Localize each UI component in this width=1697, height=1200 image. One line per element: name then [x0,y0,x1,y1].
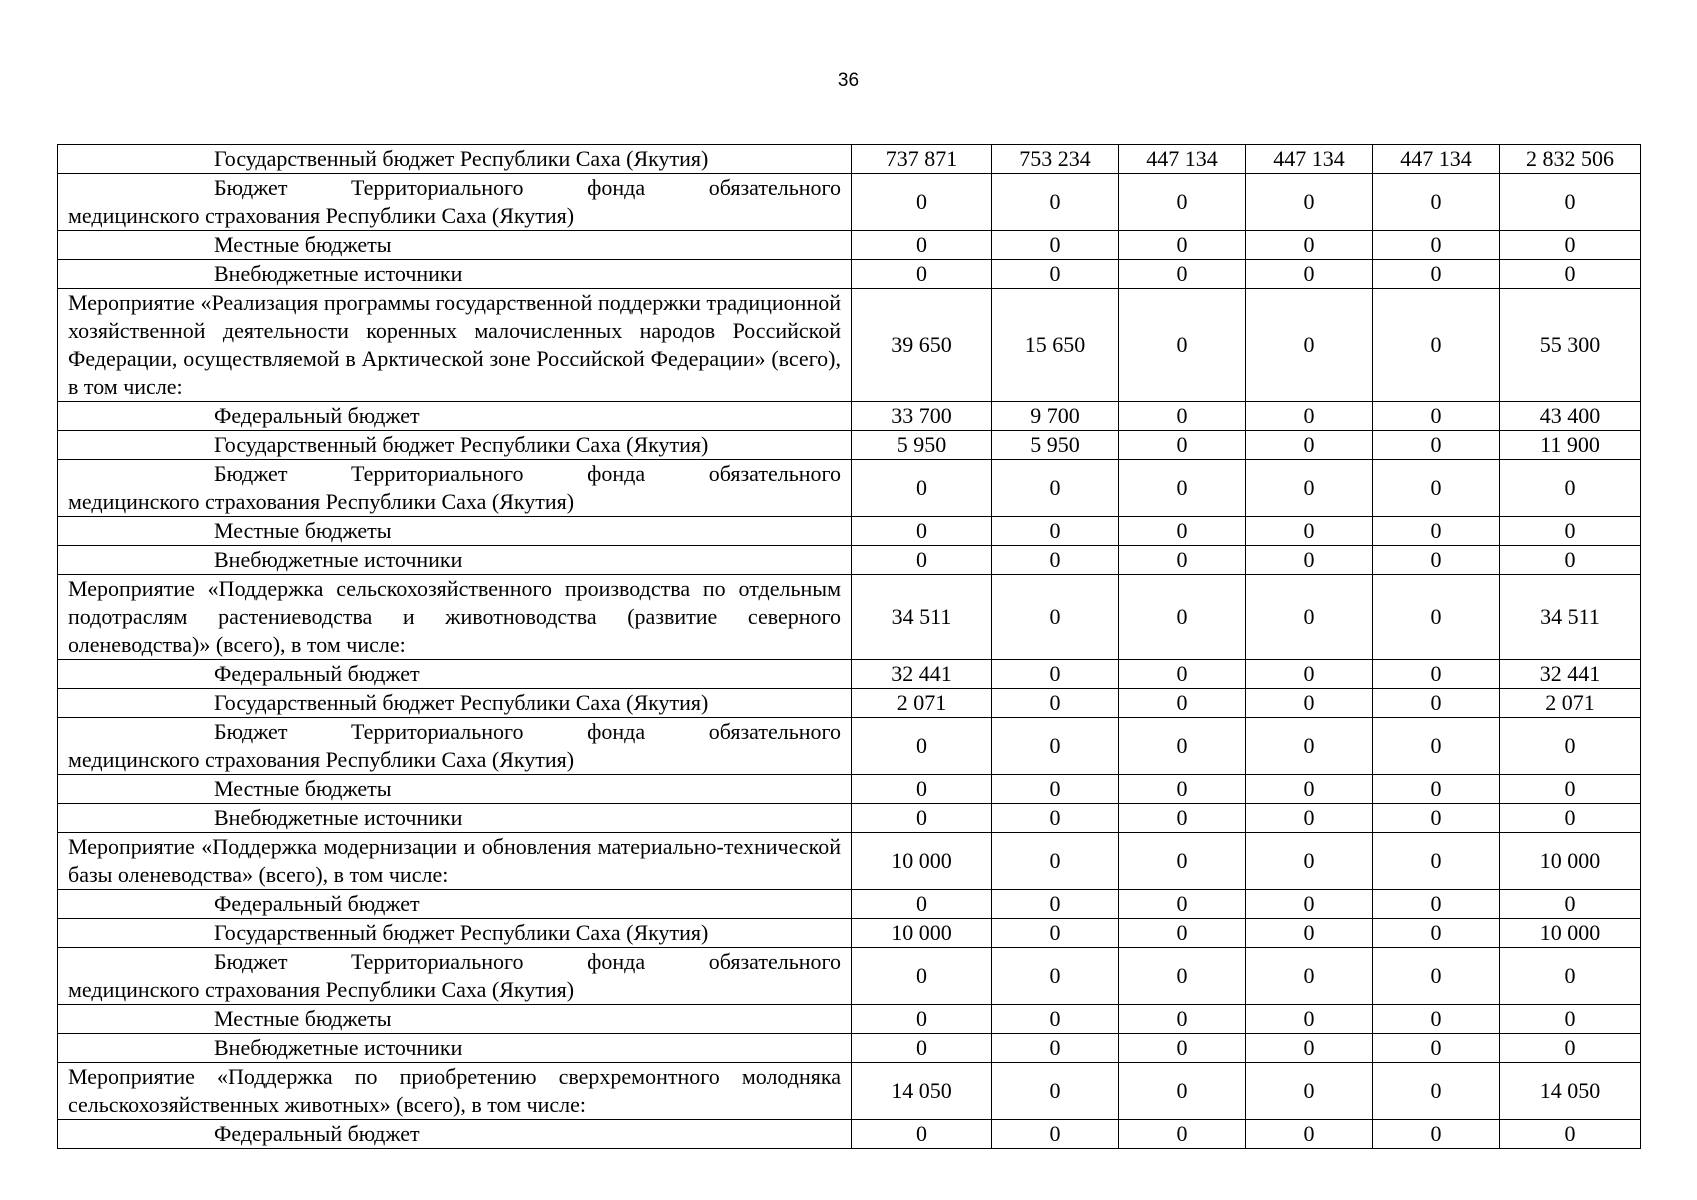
funding-source-label: Государственный бюджет Республики Саха (Якутия) [58,431,852,460]
value-cell: 0 [1373,546,1500,575]
value-cell: 0 [1500,1034,1641,1063]
value-cell: 0 [1500,804,1641,833]
value-cell: 0 [1373,919,1500,948]
table-row [58,718,1641,775]
measure-label: Мероприятие «Реализация программы государственной поддержки традиционной хозяйственной деятельности коренных малочисленных народов Российской Федерации, осуществляемой в Арктической зоне Российской Федерации» (всего), в том числе: [58,289,852,402]
value-cell: 0 [1246,575,1373,660]
value-cell: 0 [1246,948,1373,1005]
measure-label: Мероприятие «Поддержка по приобретению сверхремонтного молодняка сельскохозяйственных животных» (всего), в том числе: [58,1063,852,1120]
value-cell: 0 [1246,660,1373,689]
value-cell: 0 [1119,1034,1246,1063]
value-cell: 0 [1119,718,1246,775]
value-cell: 0 [852,1034,992,1063]
value-cell: 0 [1373,402,1500,431]
value-cell: 0 [1373,1005,1500,1034]
value-cell: 0 [1246,689,1373,718]
table-row [58,804,1641,833]
funding-source-label: Федеральный бюджет [58,1120,852,1149]
value-cell: 447 134 [1246,145,1373,174]
value-cell: 0 [992,546,1119,575]
value-cell: 0 [1119,804,1246,833]
table-row [58,890,1641,919]
funding-source-label: Местные бюджеты [58,517,852,546]
value-cell: 0 [992,231,1119,260]
funding-source-label-line2: медицинского страхования Республики Саха (Якутия) [68,747,575,772]
value-cell: 0 [852,890,992,919]
value-cell: 55 300 [1500,289,1641,402]
value-cell: 0 [1246,517,1373,546]
value-cell: 0 [992,1034,1119,1063]
value-cell: 0 [1246,804,1373,833]
value-cell: 0 [1500,1005,1641,1034]
value-cell: 0 [1373,575,1500,660]
value-cell: 0 [1119,260,1246,289]
funding-source-label: Государственный бюджет Республики Саха (Якутия) [58,689,852,718]
value-cell: 447 134 [1119,145,1246,174]
value-cell: 33 700 [852,402,992,431]
value-cell: 15 650 [992,289,1119,402]
value-cell: 0 [1246,718,1373,775]
value-cell: 2 071 [852,689,992,718]
value-cell: 0 [1500,775,1641,804]
funding-source-label: Внебюджетные источники [58,260,852,289]
value-cell: 0 [1373,1034,1500,1063]
value-cell: 0 [1500,260,1641,289]
value-cell: 0 [852,174,992,231]
value-cell: 0 [1500,517,1641,546]
table-row [58,919,1641,948]
value-cell: 0 [1119,174,1246,231]
value-cell: 0 [1373,1120,1500,1149]
value-cell: 0 [992,718,1119,775]
value-cell: 10 000 [1500,919,1641,948]
value-cell: 0 [1500,231,1641,260]
funding-source-label: Внебюджетные источники [58,1034,852,1063]
value-cell: 0 [1373,517,1500,546]
value-cell: 0 [1500,948,1641,1005]
value-cell: 34 511 [852,575,992,660]
value-cell: 0 [852,1120,992,1149]
value-cell: 43 400 [1500,402,1641,431]
value-cell: 0 [1246,402,1373,431]
value-cell: 0 [1119,890,1246,919]
funding-source-label: Местные бюджеты [58,1005,852,1034]
value-cell: 0 [852,775,992,804]
value-cell: 0 [852,804,992,833]
value-cell: 0 [1246,833,1373,890]
value-cell: 0 [1373,689,1500,718]
value-cell: 0 [1246,289,1373,402]
value-cell: 0 [992,174,1119,231]
value-cell: 737 871 [852,145,992,174]
value-cell: 0 [992,460,1119,517]
value-cell: 0 [1373,260,1500,289]
table-row [58,174,1641,231]
table-row [58,231,1641,260]
value-cell: 0 [1373,431,1500,460]
value-cell: 0 [1246,260,1373,289]
value-cell: 0 [852,517,992,546]
value-cell: 2 071 [1500,689,1641,718]
value-cell: 0 [1119,402,1246,431]
funding-source-label-line1: Бюджет Территориального фонда обязательного [214,175,841,200]
measure-label: Мероприятие «Поддержка модернизации и обновления материально-технической базы оленеводства» (всего), в том числе: [58,833,852,890]
funding-source-label: Государственный бюджет Республики Саха (Якутия) [58,145,852,174]
value-cell: 0 [992,775,1119,804]
value-cell: 0 [1373,718,1500,775]
value-cell: 0 [1119,431,1246,460]
value-cell: 0 [1119,948,1246,1005]
value-cell: 0 [1246,546,1373,575]
value-cell: 0 [1119,919,1246,948]
value-cell: 0 [992,804,1119,833]
value-cell: 0 [992,1120,1119,1149]
value-cell: 0 [1246,890,1373,919]
funding-source-label: Внебюджетные источники [58,804,852,833]
table-row [58,289,1641,402]
value-cell: 0 [1373,660,1500,689]
funding-source-label [58,460,852,517]
funding-source-label-line2: медицинского страхования Республики Саха (Якутия) [68,203,575,228]
value-cell: 0 [992,919,1119,948]
value-cell: 0 [1119,833,1246,890]
value-cell: 0 [852,546,992,575]
table-row [58,1034,1641,1063]
value-cell: 14 050 [1500,1063,1641,1120]
value-cell: 14 050 [852,1063,992,1120]
funding-source-label: Внебюджетные источники [58,546,852,575]
table-row [58,660,1641,689]
value-cell: 0 [1119,1063,1246,1120]
value-cell: 0 [1500,718,1641,775]
measure-label: Мероприятие «Поддержка сельскохозяйственного производства по отдельным подотраслям растениеводства и животноводства (развитие северного оленеводства)» (всего), в том числе: [58,575,852,660]
funding-source-label-line2: медицинского страхования Республики Саха (Якутия) [68,489,575,514]
funding-source-label: Федеральный бюджет [58,402,852,431]
value-cell: 0 [1373,804,1500,833]
value-cell: 0 [1373,174,1500,231]
value-cell: 0 [1373,833,1500,890]
value-cell: 0 [1373,1063,1500,1120]
value-cell: 0 [1119,289,1246,402]
value-cell: 0 [992,689,1119,718]
table-row [58,431,1641,460]
value-cell: 0 [852,460,992,517]
value-cell: 0 [1500,174,1641,231]
value-cell: 32 441 [852,660,992,689]
value-cell: 0 [1373,775,1500,804]
table-row [58,948,1641,1005]
funding-source-label-line2: медицинского страхования Республики Саха (Якутия) [68,977,575,1002]
table-row [58,1063,1641,1120]
table-row [58,1120,1641,1149]
value-cell: 0 [1373,231,1500,260]
table-row [58,1005,1641,1034]
value-cell: 0 [1246,231,1373,260]
value-cell: 0 [1119,775,1246,804]
table-row [58,460,1641,517]
value-cell: 0 [1119,1120,1246,1149]
funding-source-label: Местные бюджеты [58,231,852,260]
value-cell: 0 [1500,890,1641,919]
table-row [58,517,1641,546]
value-cell: 0 [1119,517,1246,546]
value-cell: 0 [852,718,992,775]
value-cell: 0 [1500,546,1641,575]
table-row [58,689,1641,718]
funding-source-label-line1: Бюджет Территориального фонда обязательного [214,719,841,744]
value-cell: 0 [992,575,1119,660]
value-cell: 10 000 [1500,833,1641,890]
value-cell: 0 [1119,546,1246,575]
table-row [58,575,1641,660]
value-cell: 0 [1246,174,1373,231]
value-cell: 5 950 [992,431,1119,460]
table-row [58,833,1641,890]
value-cell: 0 [852,948,992,1005]
table-row [58,145,1641,174]
value-cell: 2 832 506 [1500,145,1641,174]
value-cell: 0 [1373,460,1500,517]
value-cell: 34 511 [1500,575,1641,660]
value-cell: 0 [1373,289,1500,402]
value-cell: 0 [1246,919,1373,948]
table-row [58,402,1641,431]
value-cell: 0 [852,260,992,289]
funding-source-label-line1: Бюджет Территориального фонда обязательного [214,949,841,974]
value-cell: 0 [1119,460,1246,517]
value-cell: 0 [992,948,1119,1005]
table-row [58,775,1641,804]
value-cell: 0 [1246,431,1373,460]
value-cell: 0 [992,517,1119,546]
value-cell: 0 [992,660,1119,689]
value-cell: 753 234 [992,145,1119,174]
value-cell: 10 000 [852,833,992,890]
value-cell: 0 [1246,775,1373,804]
funding-source-label [58,718,852,775]
value-cell: 39 650 [852,289,992,402]
funding-source-label: Местные бюджеты [58,775,852,804]
value-cell: 5 950 [852,431,992,460]
funding-source-label [58,174,852,231]
page-number: 36 [837,70,860,91]
funding-source-label: Федеральный бюджет [58,660,852,689]
table-row [58,260,1641,289]
funding-source-label-line1: Бюджет Территориального фонда обязательного [214,461,841,486]
value-cell: 9 700 [992,402,1119,431]
value-cell: 0 [1119,689,1246,718]
value-cell: 0 [1119,575,1246,660]
value-cell: 0 [992,833,1119,890]
value-cell: 0 [1373,890,1500,919]
value-cell: 0 [1246,1063,1373,1120]
value-cell: 0 [992,890,1119,919]
value-cell: 0 [1246,1034,1373,1063]
value-cell: 0 [992,260,1119,289]
table-body [58,145,1641,1149]
value-cell: 0 [1119,1005,1246,1034]
value-cell: 0 [1246,460,1373,517]
value-cell: 0 [852,231,992,260]
value-cell: 0 [1246,1005,1373,1034]
funding-source-label [58,948,852,1005]
value-cell: 0 [1500,460,1641,517]
value-cell: 0 [852,1005,992,1034]
value-cell: 0 [1119,660,1246,689]
value-cell: 11 900 [1500,431,1641,460]
funding-source-label: Федеральный бюджет [58,890,852,919]
value-cell: 10 000 [852,919,992,948]
value-cell: 32 441 [1500,660,1641,689]
value-cell: 0 [1119,231,1246,260]
value-cell: 0 [1500,1120,1641,1149]
budget-table [57,144,1641,1149]
value-cell: 0 [1373,948,1500,1005]
value-cell: 0 [1246,1120,1373,1149]
value-cell: 447 134 [1373,145,1500,174]
value-cell: 0 [992,1005,1119,1034]
value-cell: 0 [992,1063,1119,1120]
table-row [58,546,1641,575]
funding-source-label: Государственный бюджет Республики Саха (Якутия) [58,919,852,948]
